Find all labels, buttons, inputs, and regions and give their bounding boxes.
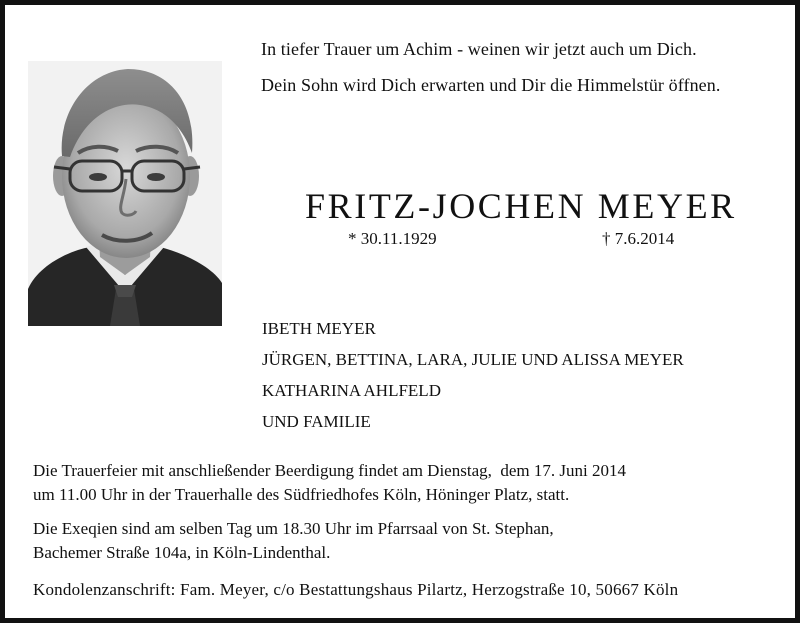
mourner-line: JÜRGEN, BETTINA, LARA, JULIE UND ALISSA MEYER	[262, 350, 684, 369]
verse-line-1: In tiefer Trauer um Achim - weinen wir jetzt auch um Dich.	[261, 39, 697, 59]
portrait-photo	[28, 61, 222, 326]
condolence-address: Kondolenzanschrift: Fam. Meyer, c/o Bestattungshaus Pilartz, Herzogstraße 10, 50667 Köln	[33, 580, 679, 599]
deceased-name: FRITZ-JOCHEN MEYER	[305, 186, 737, 226]
exequies-line-2: Bachemer Straße 104a, in Köln-Lindenthal.	[33, 543, 331, 562]
funeral-paragraph	[33, 459, 626, 507]
death-date: † 7.6.2014	[602, 229, 675, 248]
mourner-line: IBETH MEYER	[262, 319, 376, 338]
verse-line-2: Dein Sohn wird Dich erwarten und Dir die Himmelstür öffnen.	[261, 75, 721, 95]
exequies-paragraph	[33, 517, 554, 565]
mourner-line: UND FAMILIE	[262, 412, 371, 431]
funeral-line-2: um 11.00 Uhr in der Trauerhalle des Südfriedhofes Köln, Höninger Platz, statt.	[33, 485, 570, 504]
mourners-list	[262, 313, 684, 437]
funeral-line-1: Die Trauerfeier mit anschließender Beerdigung findet am Dienstag, dem 17. Juni 2014	[33, 461, 626, 480]
portrait-photo-illustration	[28, 61, 222, 326]
mourner-line: KATHARINA AHLFELD	[262, 381, 441, 400]
birth-date: * 30.11.1929	[348, 229, 437, 248]
exequies-line-1: Die Exeqien sind am selben Tag um 18.30 Uhr im Pfarrsaal von St. Stephan,	[33, 519, 554, 538]
